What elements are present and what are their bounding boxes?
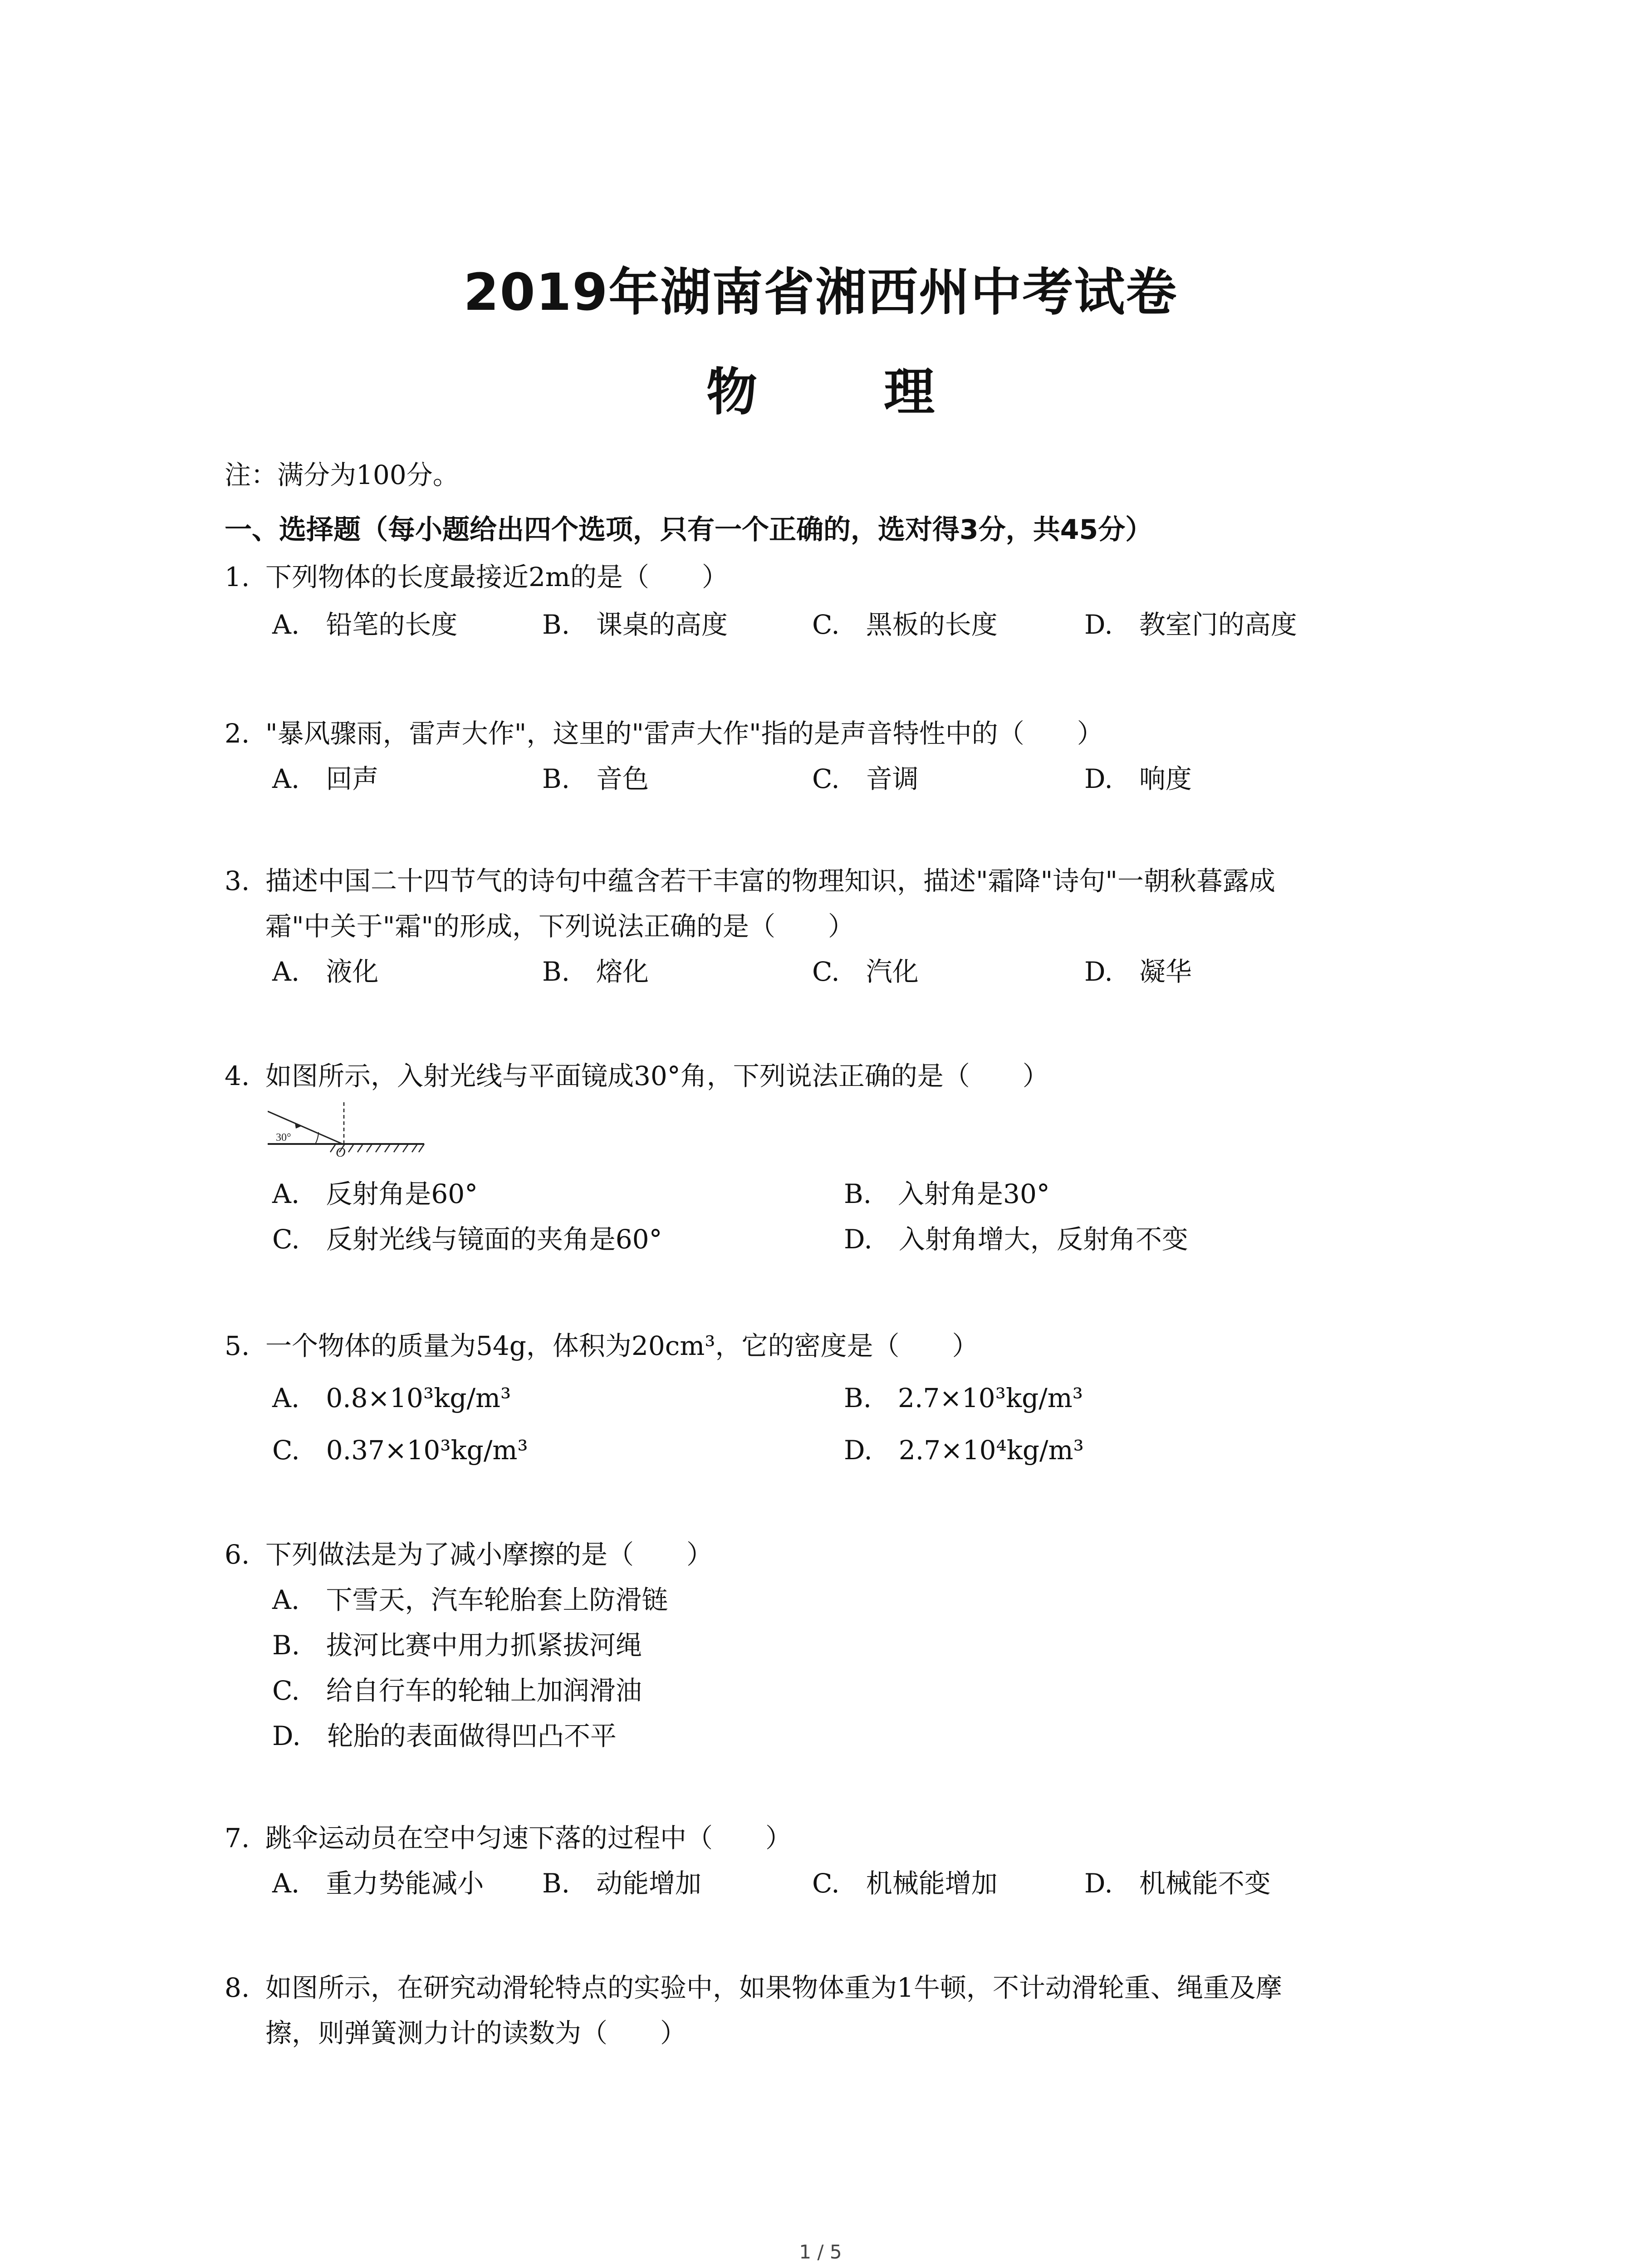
question-text: "暴风骤雨，雷声大作"，这里的"雷声大作"指的是声音特性中的（ ） — [265, 718, 1103, 749]
option-a: A. 回声 — [272, 763, 379, 794]
option-c: C. 汽化 — [812, 956, 919, 987]
question-text: 如图所示，入射光线与平面镜成30°角，下列说法正确的是（ ） — [265, 1061, 1049, 1091]
option-c: C. 机械能增加 — [812, 1868, 998, 1899]
question-6 — [225, 1533, 713, 1571]
option-b: B. 熔化 — [542, 956, 649, 987]
subject-title: 物 理 — [706, 363, 989, 422]
question-text: 描述中国二十四节气的诗句中蕴含若干丰富的物理知识，描述"霜降"诗句"一朝秋暮露成 — [265, 865, 1276, 896]
option-a: A. 重力势能减小 — [272, 1868, 484, 1899]
option-d: D. 轮胎的表面做得凹凸不平 — [272, 1721, 617, 1751]
angle-arc — [315, 1132, 318, 1144]
question-8 — [225, 1966, 1282, 2004]
section-heading: 一、选择题（每小题给出四个选项，只有一个正确的，选对得3分，共45分） — [225, 514, 1153, 546]
question-text: 跳伞运动员在空中匀速下落的过程中（ ） — [265, 1823, 792, 1853]
question-1 — [225, 556, 728, 594]
ray-arrow-icon — [295, 1123, 302, 1129]
question-number: 8. — [225, 1972, 250, 2003]
question-text: 一个物体的质量为54g，体积为20cm³，它的密度是（ ） — [265, 1330, 979, 1361]
question-number: 4. — [225, 1061, 250, 1091]
option-c: C. 反射光线与镜面的夹角是60° — [272, 1224, 662, 1255]
question-text: 如图所示，在研究动滑轮特点的实验中，如果物体重为1牛顿，不计动滑轮重、绳重及摩 — [265, 1972, 1282, 2003]
question-number: 3. — [225, 865, 250, 896]
angle-label: 30° — [276, 1132, 291, 1144]
question-number: 2. — [225, 718, 250, 749]
page-number: 1 / 5 — [799, 2241, 842, 2263]
option-c: C. 0.37×10³kg/m³ — [272, 1435, 528, 1466]
question-number: 5. — [225, 1330, 250, 1361]
option-c: C. 给自行车的轮轴上加润滑油 — [272, 1675, 642, 1706]
mirror-reflection-diagram — [268, 1102, 431, 1157]
exam-title: 2019年湖南省湘西州中考试卷 — [463, 263, 1178, 322]
option-a: A. 下雪天，汽车轮胎套上防滑链 — [272, 1584, 668, 1615]
option-b: B. 2.7×10³kg/m³ — [844, 1383, 1083, 1413]
option-d: D. 机械能不变 — [1084, 1868, 1271, 1899]
question-number: 7. — [225, 1823, 250, 1853]
option-d: D. 凝华 — [1084, 956, 1192, 987]
option-a: A. 液化 — [272, 956, 379, 987]
option-b: B. 入射角是30° — [844, 1178, 1050, 1209]
question-text: 下列做法是为了减小摩擦的是（ ） — [265, 1539, 713, 1570]
option-c: C. 音调 — [812, 763, 919, 794]
question-7 — [225, 1817, 792, 1855]
question-3 — [225, 860, 1275, 898]
option-b: B. 动能增加 — [542, 1868, 702, 1899]
option-d: D. 入射角增大，反射角不变 — [844, 1224, 1188, 1255]
option-a: A. 铅笔的长度 — [272, 609, 458, 640]
option-a: A. 0.8×10³kg/m³ — [272, 1383, 511, 1413]
point-label: O — [336, 1145, 346, 1157]
question-text-continued: 擦，则弹簧测力计的读数为（ ） — [265, 2018, 687, 2048]
option-d: D. 教室门的高度 — [1084, 609, 1297, 640]
question-text: 下列物体的长度最接近2m的是（ ） — [265, 562, 728, 592]
question-text-continued: 霜"中关于"霜"的形成，下列说法正确的是（ ） — [265, 911, 855, 942]
option-b: B. 课桌的高度 — [542, 609, 728, 640]
option-d: D. 响度 — [1084, 763, 1192, 794]
score-note: 注：满分为100分。 — [225, 459, 459, 490]
question-number: 1. — [225, 562, 250, 592]
question-number: 6. — [225, 1539, 250, 1570]
option-b: B. 拔河比赛中用力抓紧拔河绳 — [272, 1630, 642, 1661]
question-4 — [225, 1055, 1049, 1093]
question-5 — [225, 1325, 978, 1363]
option-c: C. 黑板的长度 — [812, 609, 998, 640]
question-2 — [225, 712, 1103, 750]
option-b: B. 音色 — [542, 763, 649, 794]
option-a: A. 反射角是60° — [272, 1178, 478, 1209]
option-d: D. 2.7×10⁴kg/m³ — [844, 1435, 1084, 1466]
